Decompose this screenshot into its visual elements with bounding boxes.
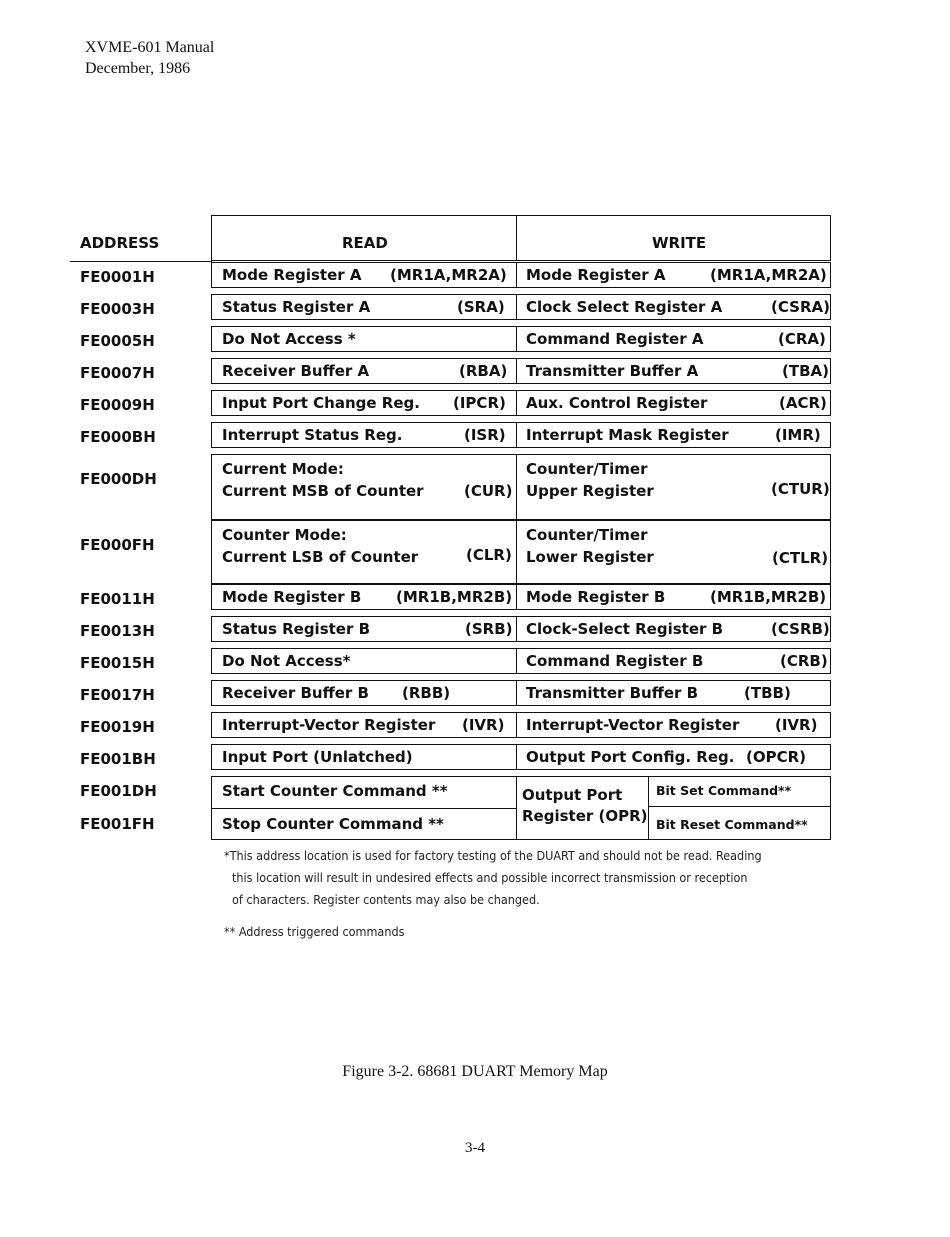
start-stop-divider xyxy=(212,808,516,809)
page-number: 3-4 xyxy=(465,1140,485,1156)
write-register-name: Interrupt-Vector Register xyxy=(526,716,740,734)
write-register-line1: Counter/Timer xyxy=(526,526,648,544)
write-register-abbr: (IMR) xyxy=(775,426,821,444)
table-row xyxy=(211,294,831,320)
read-register-name: Input Port Change Reg. xyxy=(222,394,420,412)
write-register-abbr: (CRA) xyxy=(778,330,826,348)
table-row xyxy=(211,454,831,520)
read-register-abbr: (MR1A,MR2A) xyxy=(390,266,507,284)
address-cell: FE001FH xyxy=(80,815,155,833)
bit-set-command: Bit Set Command** xyxy=(656,783,792,798)
read-register-name: Current LSB of Counter xyxy=(222,548,419,566)
read-register-name: Interrupt-Vector Register xyxy=(222,716,436,734)
write-register-name: Clock-Select Register B xyxy=(526,620,724,638)
address-cell: FE0003H xyxy=(80,300,155,318)
read-register-line1: Counter Mode: xyxy=(222,526,347,544)
read-register-name: Stop Counter Command ** xyxy=(222,815,444,833)
address-cell: FE000BH xyxy=(80,428,156,446)
address-header-rule xyxy=(70,261,212,262)
read-register-name: Current MSB of Counter xyxy=(222,482,424,500)
write-register-name: Command Register B xyxy=(526,652,704,670)
address-cell: FE0009H xyxy=(80,396,155,414)
bit-reset-command: Bit Reset Command** xyxy=(656,817,808,832)
table-row xyxy=(211,744,831,770)
read-register-abbr: (SRB) xyxy=(465,620,513,638)
write-register-abbr: (MR1B,MR2B) xyxy=(710,588,827,606)
read-register-abbr: (MR1B,MR2B) xyxy=(396,588,513,606)
address-cell: FE0011H xyxy=(80,590,155,608)
footnote-2: ** Address triggered commands xyxy=(224,924,405,939)
read-register-name: Status Register B xyxy=(222,620,371,638)
write-register-name: Output Port Config. Reg. xyxy=(526,748,735,766)
read-register-abbr: (ISR) xyxy=(464,426,506,444)
document-header xyxy=(85,37,214,79)
read-register-abbr: (RBB) xyxy=(402,684,451,702)
write-register-line1: Counter/Timer xyxy=(526,460,648,478)
write-register-name: Mode Register B xyxy=(526,588,666,606)
read-register-line1: Current Mode: xyxy=(222,460,344,478)
read-register-name: Status Register A xyxy=(222,298,371,316)
table-row xyxy=(211,262,831,288)
bit-command-divider xyxy=(648,806,830,807)
table-row xyxy=(211,422,831,448)
output-port-block xyxy=(211,776,831,840)
read-register-name: Mode Register B xyxy=(222,588,362,606)
footnote-1-line3: of characters. Register contents may also be changed. xyxy=(232,892,540,907)
write-register-abbr: (TBA) xyxy=(782,362,829,380)
table-row xyxy=(211,648,831,674)
table-row xyxy=(211,326,831,352)
header-box xyxy=(211,215,831,261)
write-register-name: Upper Register xyxy=(526,482,654,500)
address-cell: FE0005H xyxy=(80,332,155,350)
write-register-abbr: (ACR) xyxy=(779,394,827,412)
write-register-abbr: (IVR) xyxy=(775,716,818,734)
read-register-name: Receiver Buffer A xyxy=(222,362,370,380)
document-title: XVME-601 Manual xyxy=(85,39,215,56)
document-date: December, 1986 xyxy=(85,60,191,77)
footnote-1-line1: *This address location is used for factory testing of the DUART and should not be read. Reading xyxy=(224,848,762,863)
write-register-abbr: (CTUR) xyxy=(771,480,830,498)
address-cell: FE001BH xyxy=(80,750,156,768)
write-register-name: Lower Register xyxy=(526,548,654,566)
column-header-write: WRITE xyxy=(652,234,707,252)
table-row xyxy=(211,520,831,584)
write-register-name: Transmitter Buffer A xyxy=(526,362,699,380)
address-cell: FE001DH xyxy=(80,782,157,800)
write-register-abbr: (OPCR) xyxy=(746,748,807,766)
column-header-address: ADDRESS xyxy=(80,234,160,252)
write-register-name: Aux. Control Register xyxy=(526,394,708,412)
opr-label-line2: Register (OPR) xyxy=(522,807,648,825)
address-cell: FE0015H xyxy=(80,654,155,672)
read-register-abbr: (IVR) xyxy=(462,716,505,734)
write-register-name: Interrupt Mask Register xyxy=(526,426,729,444)
read-register-abbr: (CUR) xyxy=(464,482,513,500)
read-register-abbr: (RBA) xyxy=(459,362,508,380)
read-register-name: Input Port (Unlatched) xyxy=(222,748,413,766)
write-register-name: Mode Register A xyxy=(526,266,666,284)
table-row xyxy=(211,680,831,706)
footnote-1-line2: this location will result in undesired effects and possible incorrect transmission or reception xyxy=(232,870,748,885)
opr-divider xyxy=(648,776,649,840)
write-register-name: Command Register A xyxy=(526,330,704,348)
read-register-name: Mode Register A xyxy=(222,266,362,284)
read-register-name: Start Counter Command ** xyxy=(222,782,448,800)
address-cell: FE000DH xyxy=(80,470,157,488)
read-write-divider xyxy=(516,776,517,840)
address-cell: FE0017H xyxy=(80,686,155,704)
address-cell: FE0019H xyxy=(80,718,155,736)
read-register-abbr: (SRA) xyxy=(457,298,505,316)
table-row xyxy=(211,616,831,642)
read-register-name: Do Not Access* xyxy=(222,652,351,670)
write-register-name: Clock Select Register A xyxy=(526,298,723,316)
opr-label-line1: Output Port xyxy=(522,786,623,804)
figure-caption: Figure 3-2. 68681 DUART Memory Map xyxy=(342,1063,608,1080)
read-register-abbr: (CLR) xyxy=(466,546,512,564)
write-register-abbr: (TBB) xyxy=(744,684,791,702)
read-register-abbr: (IPCR) xyxy=(453,394,506,412)
address-cell: FE0007H xyxy=(80,364,155,382)
read-register-name: Do Not Access * xyxy=(222,330,356,348)
column-header-read: READ xyxy=(342,234,388,252)
write-register-name: Transmitter Buffer B xyxy=(526,684,699,702)
table-row xyxy=(211,584,831,610)
address-cell: FE000FH xyxy=(80,536,155,554)
address-cell: FE0001H xyxy=(80,268,155,286)
table-row xyxy=(211,712,831,738)
write-register-abbr: (CSRA) xyxy=(771,298,830,316)
read-register-name: Interrupt Status Reg. xyxy=(222,426,403,444)
write-register-abbr: (CTLR) xyxy=(772,549,829,567)
header-divider xyxy=(516,215,517,261)
address-cell: FE0013H xyxy=(80,622,155,640)
write-register-abbr: (MR1A,MR2A) xyxy=(710,266,827,284)
read-register-name: Receiver Buffer B xyxy=(222,684,369,702)
write-register-abbr: (CRB) xyxy=(780,652,828,670)
table-row xyxy=(211,390,831,416)
table-row xyxy=(211,358,831,384)
write-register-abbr: (CSRB) xyxy=(771,620,830,638)
footnote-1 xyxy=(224,845,762,911)
